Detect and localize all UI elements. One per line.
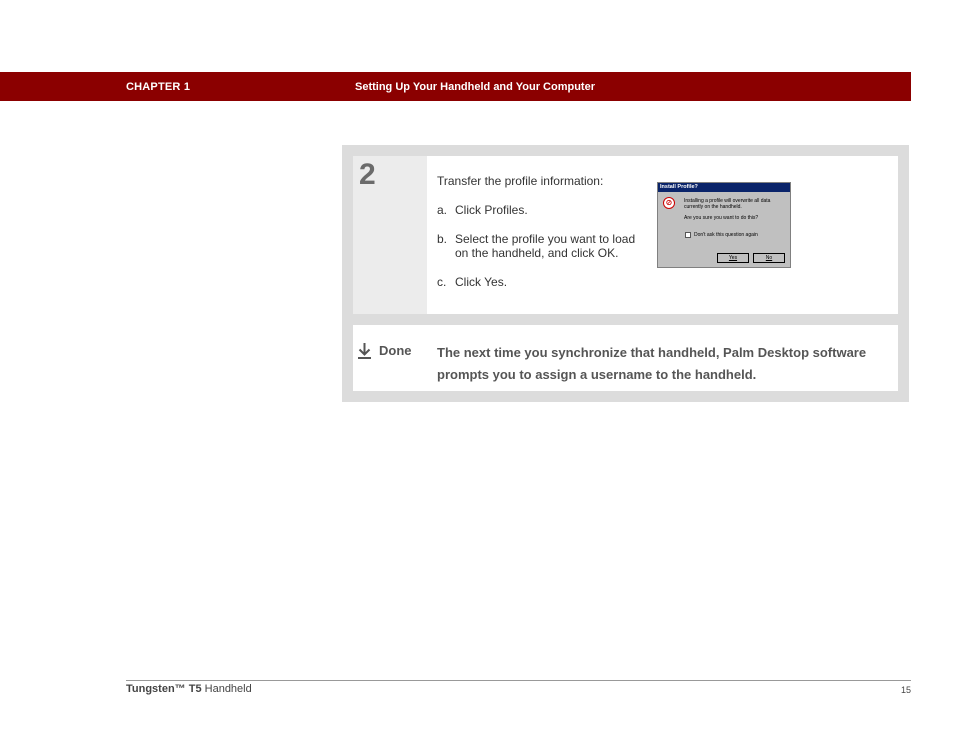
done-arrow-icon: [358, 343, 371, 359]
done-text: The next time you synchronize that handheld, Palm Desktop software prompts you to assign a username to the handheld.: [437, 345, 867, 382]
page-number: 15: [900, 685, 911, 695]
dialog-title: Install Profile?: [658, 183, 790, 192]
step-item-text: Click Profiles.: [455, 203, 528, 217]
step-item-label: a.: [437, 203, 448, 217]
step-intro: Transfer the profile information:: [437, 174, 604, 188]
done-card: [353, 325, 898, 391]
step-number-column: [353, 156, 427, 314]
checkbox-box: [685, 232, 691, 238]
step-item-label: c.: [437, 275, 447, 289]
step-item: [437, 232, 637, 260]
step-number: 2: [359, 158, 376, 191]
dialog-message: Installing a profile will overwrite all data currently on the handheld.: [684, 198, 771, 210]
footer-divider: [126, 680, 911, 681]
product-brand: Tungsten™ T5: [126, 683, 202, 695]
stop-icon: ⊘: [663, 197, 675, 209]
chapter-title: Setting Up Your Handheld and Your Computer: [355, 81, 595, 93]
step-item-label: b.: [437, 232, 448, 246]
step-instructions: [437, 174, 637, 304]
dialog-question: Are you sure you want to do this?: [684, 215, 759, 221]
done-label: Done: [379, 343, 412, 358]
footer-product: [126, 683, 252, 695]
checkbox-label: Don't ask this question again: [694, 232, 758, 238]
dialog-no-button: No: [753, 253, 785, 263]
dialog-checkbox: [685, 232, 758, 238]
chapter-label: CHAPTER 1: [126, 81, 191, 93]
dialog-yes-button: Yes: [717, 253, 749, 263]
step-item-text: Click Yes.: [455, 275, 508, 289]
product-suffix: Handheld: [201, 683, 252, 695]
step-item: [437, 203, 637, 217]
step-item-text: Select the profile you want to load on the handheld, and click OK.: [455, 232, 636, 260]
step-item: [437, 275, 637, 289]
install-profile-dialog-screenshot: [657, 182, 791, 268]
step-card: [353, 156, 898, 314]
